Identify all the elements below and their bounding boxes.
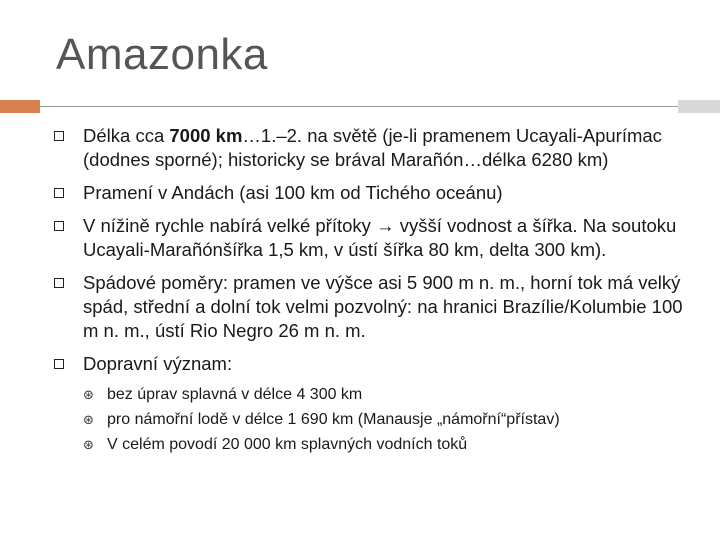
square-bullet-icon: [54, 278, 64, 288]
bullet-item-source: [53, 181, 693, 205]
bullet-item-transport: [53, 352, 693, 457]
bullet-text-post: …1.–2. na světě (je-li pramenem Ucayali-Apurímac (dodnes sporné); historicky se brával Marañón…délka 6280 km): [83, 125, 662, 170]
slide-title: Amazonka: [56, 30, 268, 79]
sub-bullet-text: bez úprav splavná v délce 4 300 km: [107, 386, 363, 403]
square-bullet-icon: [54, 221, 64, 231]
bullet-text-pre: Délka cca: [83, 125, 170, 146]
bullet-list: [53, 124, 693, 457]
star-bullet-icon: ⊛: [83, 387, 94, 402]
bullet-item-length: [53, 124, 693, 172]
star-bullet-icon: ⊛: [83, 437, 94, 452]
slide-content: [53, 124, 693, 466]
bullet-text: Spádové poměry: pramen ve výšce asi 5 900 m n. m., horní tok má velký spád, střední a dolní tok velmi pozvolný: na hranici Brazílie/Kolumbie 100 m n. m., ústí Rio Negro 26 m n. m.: [83, 272, 683, 341]
square-bullet-icon: [54, 188, 64, 198]
bullet-text: Dopravní význam:: [83, 353, 233, 374]
sub-bullet-text: pro námořní lodě v délce 1 690 km (Manausje „námořní“přístav): [107, 411, 560, 428]
accent-bar-right: [678, 100, 720, 113]
sub-bullet-item: [83, 432, 693, 457]
bullet-item-tributaries: [53, 214, 693, 262]
star-bullet-icon: ⊛: [83, 412, 94, 427]
bullet-text-bold: 7000 km: [169, 125, 243, 146]
square-bullet-icon: [54, 359, 64, 369]
sub-bullet-list: [83, 382, 693, 457]
bullet-text: V nížině rychle nabírá velké přítoky → vyšší vodnost a šířka. Na soutoku Ucayali-Marañónšířka 1,5 km, v ústí šířka 80 km, delta 300 km).: [83, 215, 677, 260]
square-bullet-icon: [54, 131, 64, 141]
bullet-item-gradient: [53, 271, 693, 343]
sub-bullet-text: V celém povodí 20 000 km splavných vodních toků: [107, 436, 468, 453]
divider-line: [40, 106, 678, 107]
bullet-text: Pramení v Andách (asi 100 km od Tichého oceánu): [83, 182, 503, 203]
sub-bullet-item: [83, 382, 693, 407]
sub-bullet-item: [83, 407, 693, 432]
accent-bar-left: [0, 100, 40, 113]
